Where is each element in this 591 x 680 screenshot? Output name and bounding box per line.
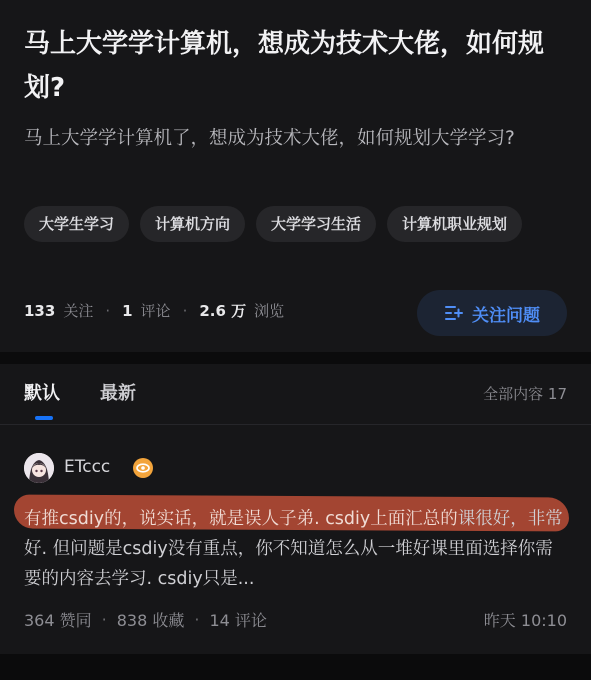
separator-dot: · <box>182 301 188 320</box>
avatar[interactable] <box>24 453 54 483</box>
comments-count[interactable]: 14 评论 <box>209 611 267 630</box>
topic-tag[interactable]: 大学学习生活 <box>256 206 376 242</box>
followers-count: 133 <box>24 301 56 320</box>
all-content-count[interactable]: 全部内容 17 <box>483 385 567 403</box>
followers-label: 关注 <box>63 302 94 320</box>
excerpt-text: 课很好，非常好. 但问题是csdiy没有重点，你不知道怎么从一堆好课里面选择你需要的内容去学习. csdiy只是... <box>24 509 563 589</box>
question-description[interactable]: 马上大学学计算机了，想成为技术大佬，如何规划大学学习? <box>24 128 515 149</box>
views-count: 2.6 万 <box>199 302 247 320</box>
active-tab-indicator <box>35 416 53 420</box>
follow-question-button[interactable] <box>417 290 567 336</box>
sort-bar <box>0 364 591 422</box>
anime-avatar-icon <box>24 453 54 483</box>
separator-dot: · <box>194 610 200 629</box>
comments-label[interactable]: 评论 <box>140 302 171 320</box>
likes-count[interactable]: 364 赞同 <box>24 611 92 630</box>
comments-count[interactable]: 1 <box>122 301 133 320</box>
separator-dot: · <box>101 610 107 629</box>
answer-meta <box>24 608 567 631</box>
excerpt-highlighted-text: 有推csdiy的，说实话，就是误人子弟. csdiy上面汇总的 <box>24 509 458 529</box>
views-label: 浏览 <box>254 302 285 320</box>
topic-tag[interactable]: 计算机方向 <box>140 206 245 242</box>
question-stats <box>24 300 284 321</box>
answer-time: 昨天 10:10 <box>483 611 567 630</box>
separator-dot: · <box>105 301 111 320</box>
eye-badge-icon <box>133 458 153 478</box>
answers-card <box>0 364 591 654</box>
topic-tag[interactable]: 大学生学习 <box>24 206 129 242</box>
topic-tag[interactable]: 计算机职业规划 <box>387 206 522 242</box>
author-name[interactable]: ETccc <box>64 457 111 477</box>
divider <box>0 424 591 425</box>
favorites-count[interactable]: 838 收藏 <box>116 611 185 630</box>
question-title[interactable]: 马上大学学计算机，想成为技术大佬，如何规划? <box>24 29 545 103</box>
topic-tags <box>24 206 591 242</box>
tab-default[interactable]: 默认 <box>24 383 60 404</box>
tab-latest[interactable]: 最新 <box>100 383 136 404</box>
follow-question-label: 关注问题 <box>472 305 540 326</box>
answer-excerpt[interactable] <box>24 504 569 594</box>
add-list-icon <box>444 304 464 322</box>
